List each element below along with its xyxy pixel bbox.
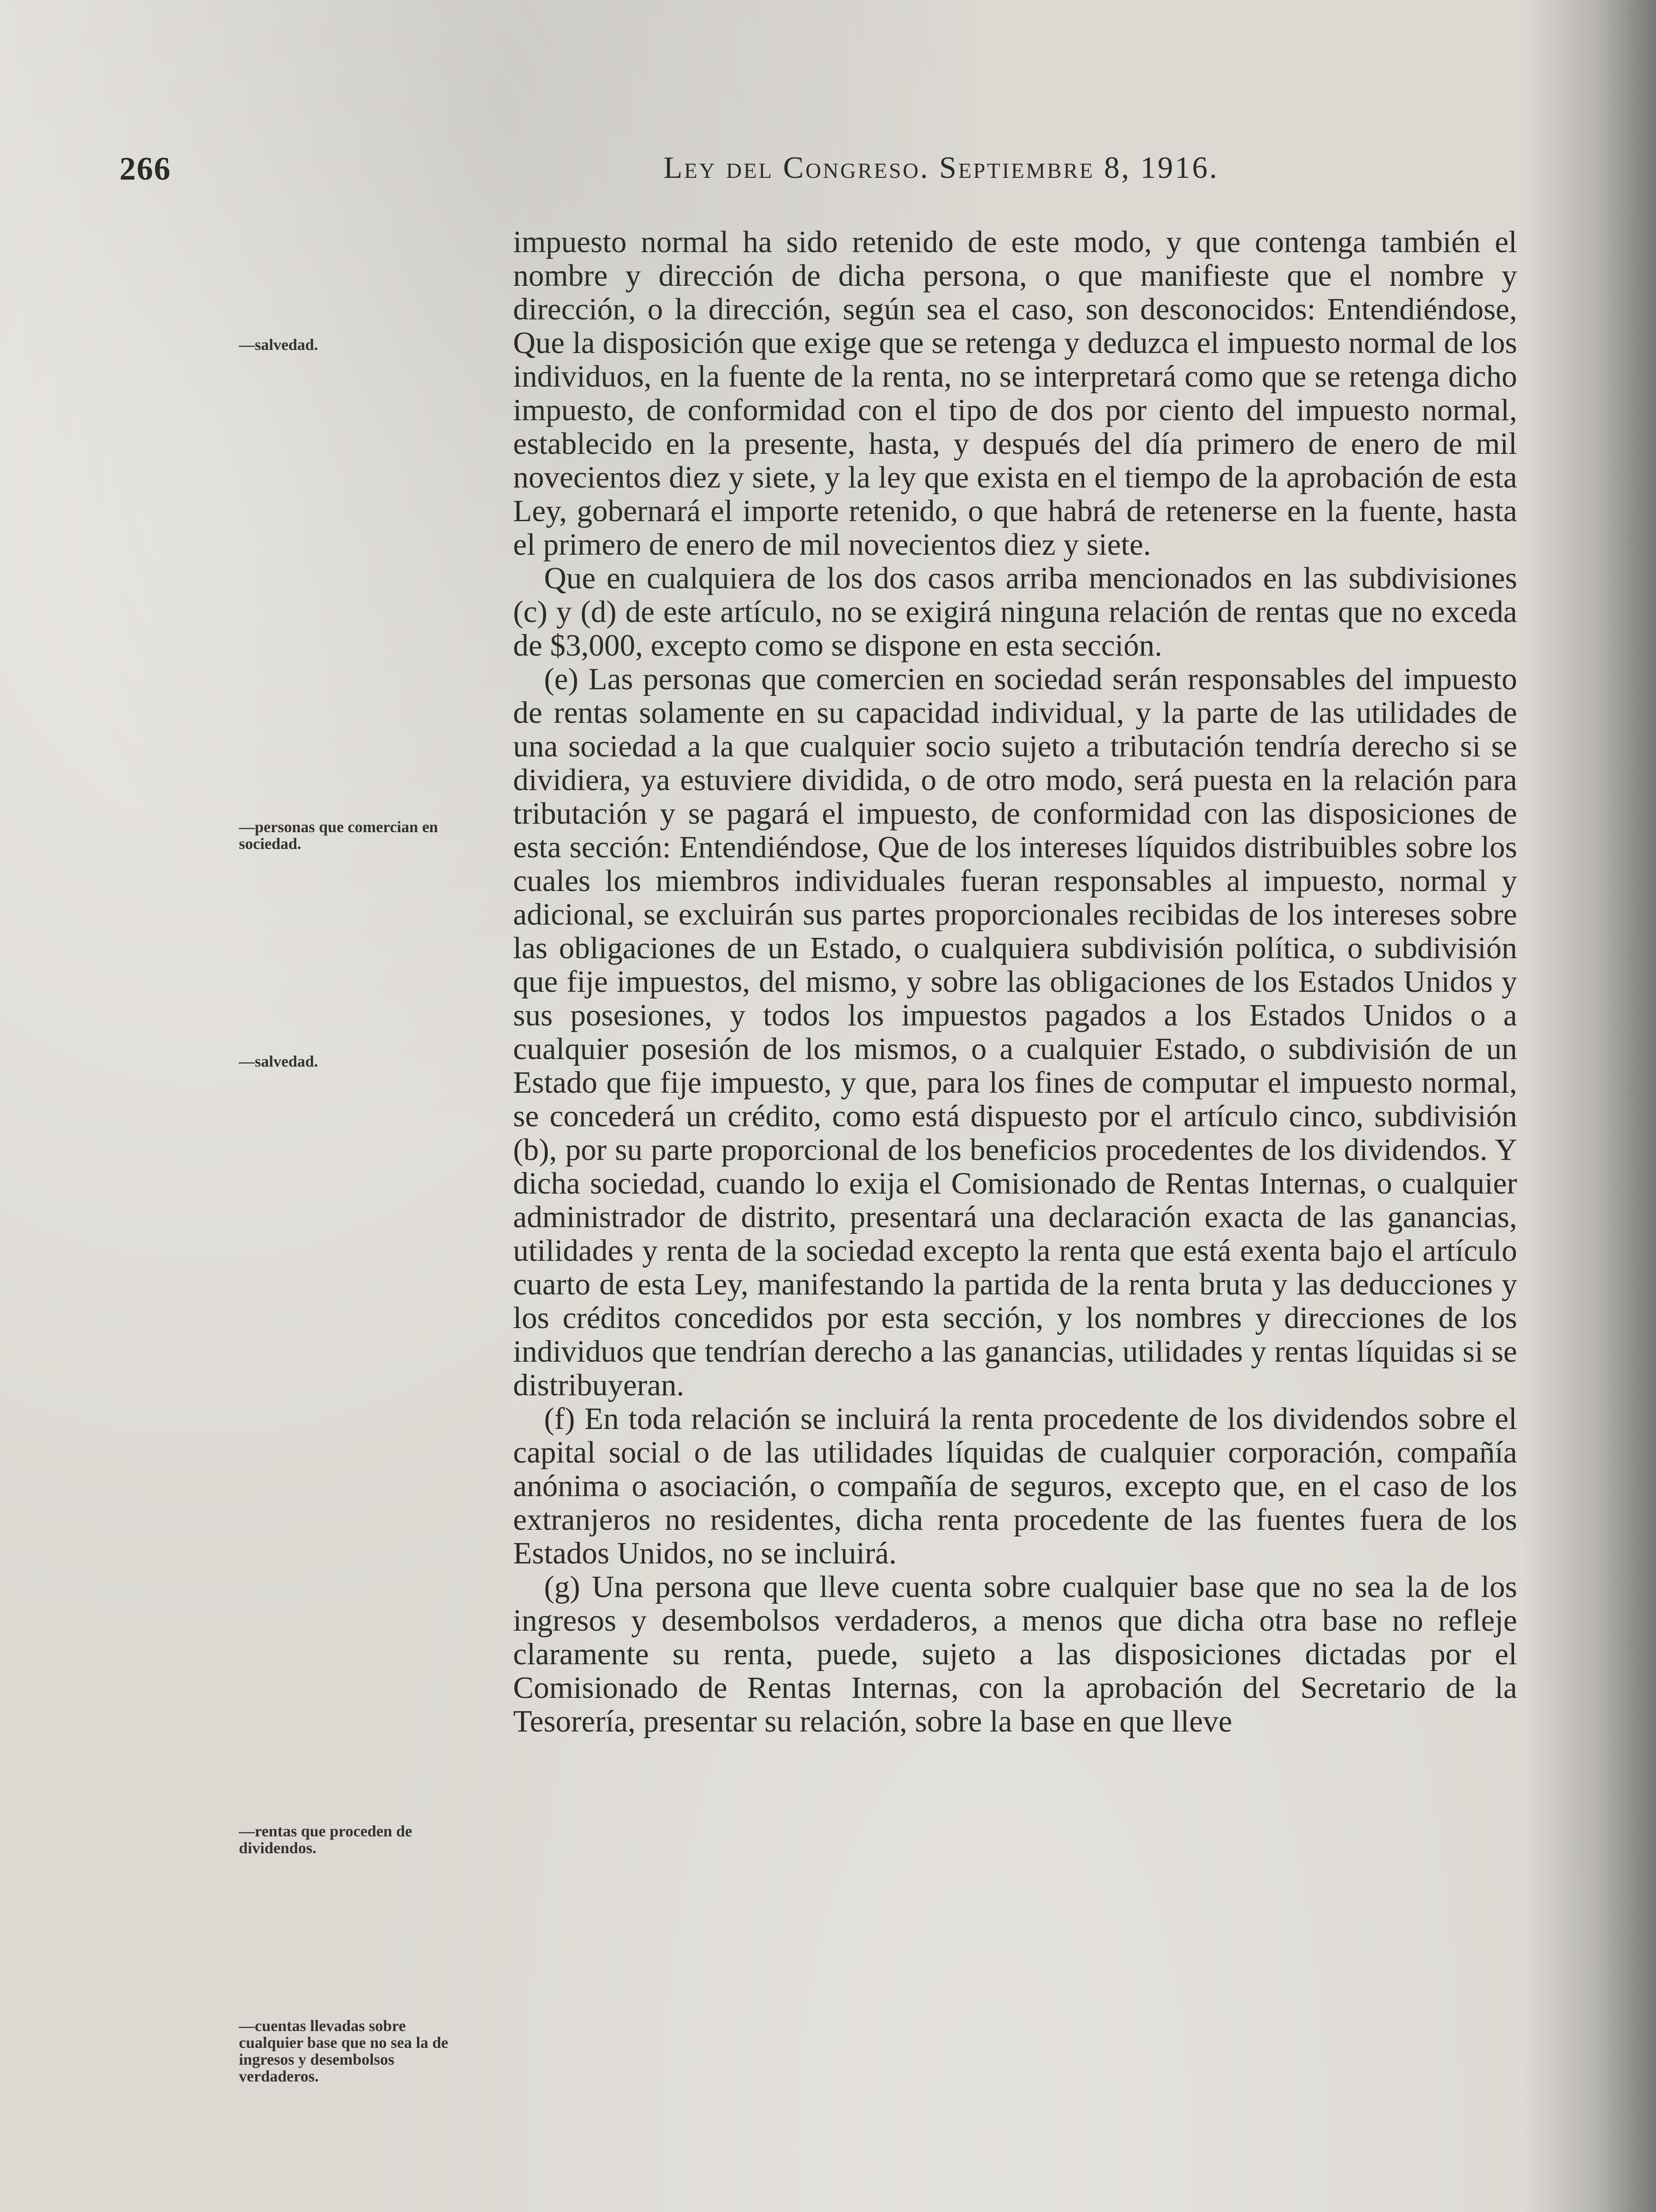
side-note-rentas-dividendos: —rentas que proceden de dividendos.	[239, 1822, 412, 1857]
paragraph-g-cuentas: (g) Una persona que lleve cuenta sobre cualquier base que no sea la de los ingresos y desembolsos verdaderos, a menos que dicha otra base no refleje claramente su renta, puede, sujeto a las disposiciones dictadas por el Comisionado de Rentas Internas, con la aprobación del Secretario de la Tesorería, presentar su relación, sobre la base en que lleve	[513, 1570, 1517, 1739]
running-head: Ley del Congreso. Septiembre 8, 1916.	[663, 151, 1219, 185]
side-note-salvedad-1: —salvedad.	[239, 336, 318, 353]
side-note-cuentas-base: —cuentas llevadas sobre cualquier base que no sea la de ingresos y desembolsos verdaderos.	[239, 2017, 448, 2085]
body-text	[513, 226, 1517, 1739]
page-edge-shadow	[1523, 0, 1656, 2212]
paragraph-exemption-3000: Que en cualquiera de los dos casos arriba mencionados en las subdivisiones (c) y (d) de este artículo, no se exigirá ninguna relación de rentas que no exceda de $3,000, excepto como se dispone en esta sección.	[513, 561, 1517, 663]
paragraph-f-dividendos: (f) En toda relación se incluirá la renta procedente de los dividendos sobre el capital social o de las utilidades líquidas de cualquier corporación, compañía anónima o asociación, o compañía de seguros, excepto que, en el caso de los extranjeros no residentes, dicha renta procedente de las fuentes fuera de los Estados Unidos, no se incluirá.	[513, 1402, 1517, 1571]
side-note-salvedad-2: —salvedad.	[239, 1052, 318, 1070]
page-number: 266	[119, 151, 171, 187]
paragraph-e-sociedades: (e) Las personas que comercien en sociedad serán responsables del impuesto de rentas solamente en su capacidad individual, y la parte de las utilidades de una sociedad a la que cualquier socio sujeto a tributación tendría derecho si se dividiera, ya estuviere dividida, o de otro modo, será puesta en la relación para tributación y se pagará el impuesto, de conformidad con las disposiciones de esta sección: Entendiéndose, Que de los intereses líquidos distribuibles sobre los cuales los miembros individuales fueran responsables al impuesto, normal y adicional, se excluirán sus partes proporcionales recibidas de los intereses sobre las obligaciones de un Estado, o cualquiera subdivisión política, o subdivisión que fije impuestos, del mismo, y sobre las obligaciones de los Estados Unidos y sus posesiones, y todos los impuestos pagados a los Estados Unidos o a cualquier posesión de los mismos, o a cualquier Estado, o subdivisión de un Estado que fije impuesto, y que, para los fines de computar el impuesto normal, se concederá un crédito, como está dispuesto por el artículo cinco, subdivisión (b), por su parte proporcional de los beneficios procedentes de los dividendos. Y dicha sociedad, cuando lo exija el Comisionado de Rentas Internas, o cualquier administrador de distrito, presentará una declaración exacta de las ganancias, utilidades y renta de la sociedad excepto la renta que está exenta bajo el artículo cuarto de esta Ley, manifestando la partida de la renta bruta y las deducciones y los créditos concedidos por esta sección, y los nombres y direcciones de los individuos que tendrían derecho a las ganancias, utilidades y rentas líquidas si se distribuyeran.	[513, 662, 1517, 1402]
paragraph-continuation: impuesto normal ha sido retenido de este modo, y que contenga también el nombre y dirección de dicha persona, o que manifieste que el nombre y dirección, o la dirección, según sea el caso, son desconocidos: Entendiéndose, Que la disposición que exige que se retenga y deduzca el impuesto normal de los individuos, en la fuente de la renta, no se interpretará como que se retenga dicho impuesto, de conformidad con el tipo de dos por ciento del impuesto normal, establecido en la presente, hasta, y después del día primero de enero de mil novecientos diez y siete, y la ley que exista en el tiempo de la aprobación de esta Ley, gobernará el importe retenido, o que habrá de retenerse en la fuente, hasta el primero de enero de mil novecientos diez y siete.	[513, 225, 1517, 562]
side-note-personas-sociedad: —personas que comercian en sociedad.	[239, 818, 438, 853]
